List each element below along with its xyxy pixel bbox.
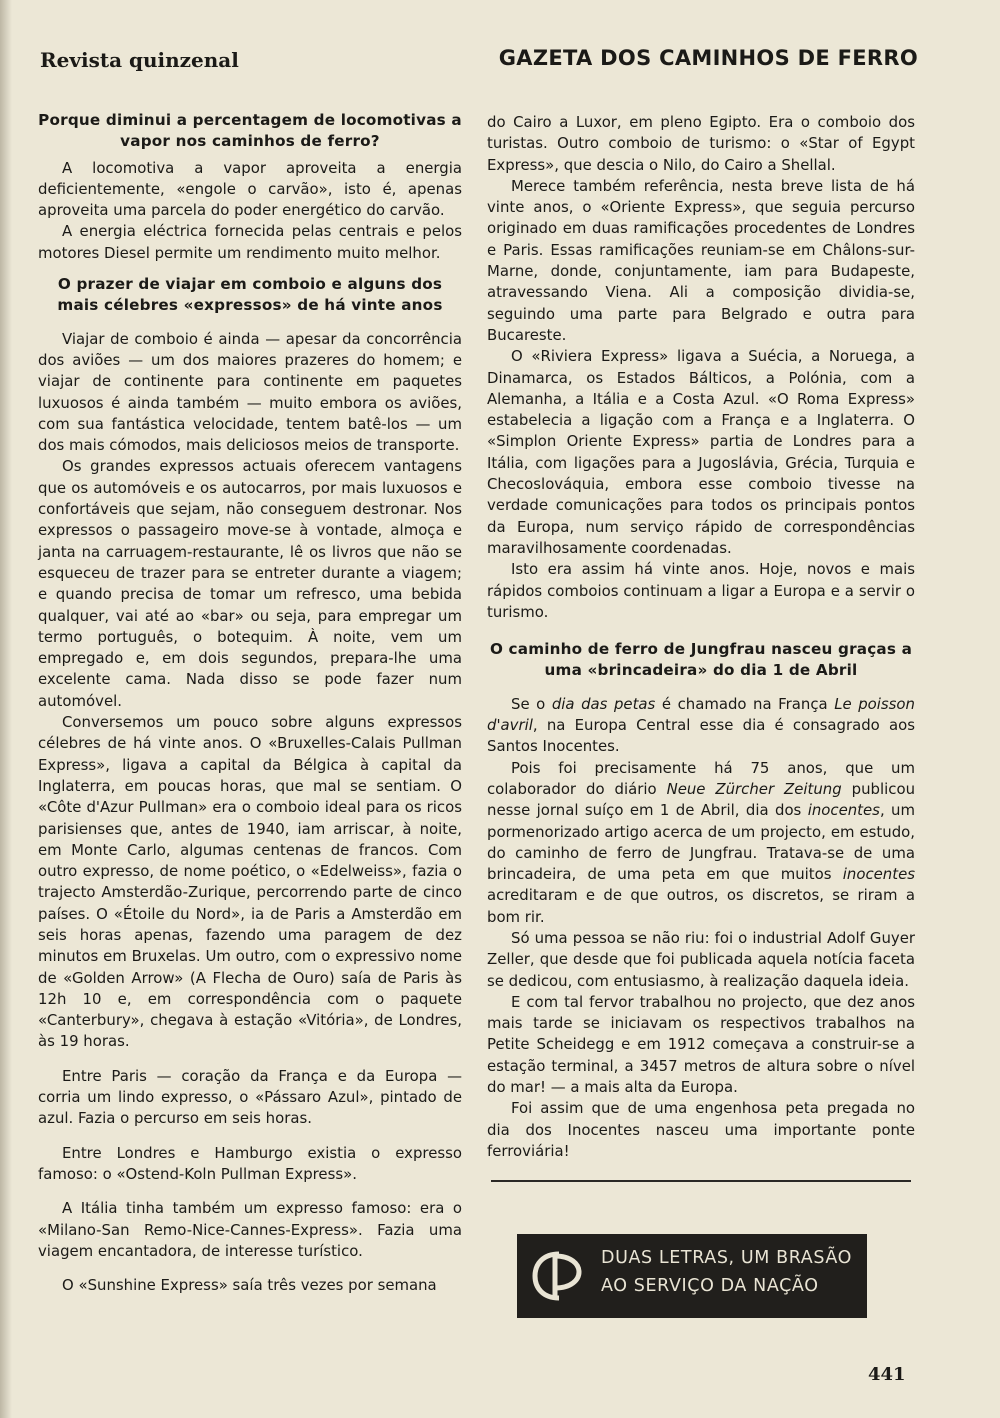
paragraph: Foi assim que de uma engenhosa peta pregada no dia dos Inocentes nasceu uma importante ponte ferroviária!: [487, 1099, 915, 1160]
paragraph: Conversemos um pouco sobre alguns expressos célebres de há vinte anos. O «Bruxelles-Calais Pullman Express», ligava a capital da Bélgica à capital da Inglaterra, em poucas horas, que mal se sentiam. O «Côte d'Azur Pullman» era o comboio ideal para os ricos parisienses que, antes de 1940, iam arriscar, à noite, em Monte Carlo, algumas centenas de francos. Com outro expresso, de nome poético, o «Edelweiss», fazia o trajecto Amsterdão-Zurique, percorrendo parte de cinco países. O «Étoile du Nord», ia de Paris a Amsterdão em seis horas apenas, fazendo uma paragem de dez minutos em Bruxelas. Um outro, com o expressivo nome de «Golden Arrow» (A Flecha de Ouro) saía de Paris às 12h 10 e, em correspondência com o paquete «Canterbury», chegava à estação «Vitória», de Londres, às 19 horas.: [38, 713, 462, 1051]
paragraph: Entre Londres e Hamburgo existia o expresso famoso: o «Ostend-Koln Pullman Express».: [38, 1143, 462, 1183]
article-heading-jungfrau: O caminho de ferro de Jungfrau nasceu graças a uma «brincadeira» do dia 1 de Abril: [489, 640, 913, 680]
paragraph: do Cairo a Luxor, em pleno Egipto. Era o comboio dos turistas. Outro comboio de turismo: o «Star of Egypt Express», que descia o Nilo, do Cairo a Shellal.: [487, 113, 915, 174]
header-publication-frequency: Revista quinzenal: [40, 48, 239, 72]
page-header: [40, 44, 918, 78]
cp-logo-icon: [529, 1246, 585, 1306]
text-run: , na Europa Central esse dia é consagrado aos Santos Inocentes.: [487, 716, 915, 756]
paragraph: Os grandes expressos actuais oferecem vantagens que os automóveis e os autocarros, por mais luxuosos e confortáveis que sejam, não conseguem destronar. Nos expressos o passageiro move-se à vontade, almoça e janta na carruagem-restaurante, lê os livros que não se esqueceu de trazer para se entreter durante a viagem; e quando precisa de tomar um refresco, uma bebida qualquer, vai até ao «bar» ou seja, para empregar um termo português, o botequim. À noite, vem um empregado e, em dois segundos, prepara-lhe uma excelente cama. Nada disso se pode fazer num automóvel.: [38, 457, 462, 710]
italic-term: inocentes: [842, 865, 915, 884]
paragraph: Isto era assim há vinte anos. Hoje, novos e mais rápidos comboios continuam a ligar a Europa e a servir o turismo.: [487, 560, 915, 621]
text-run: é chamado na França: [655, 694, 835, 713]
italic-term: Neue Zürcher Zeitung: [666, 779, 842, 798]
page-binding-shadow: [0, 0, 12, 1418]
italic-term: inocentes: [807, 801, 880, 820]
section-divider: [491, 1180, 911, 1182]
paragraph: O «Riviera Express» ligava a Suécia, a Noruega, a Dinamarca, os Estados Bálticos, a Polónia, com a Alemanha, a Itália e a Costa Azul. «O Roma Express» estabelecia a ligação com a França e a Inglaterra. O «Simplon Oriente Express» partia de Londres para a Itália, com ligações para a Jugoslávia, Grécia, Turquia e Checoslováquia, embora esse comboio tivesse na verdade comunicações para todos os principais pontos da Europa, num serviço rápido de correspondências maravilhosamente coordenadas.: [487, 347, 915, 557]
paragraph: Merece também referência, nesta breve lista de há vinte anos, o «Oriente Express», que seguia percurso originado em duas ramificações procedentes de Londres e Paris. Essas ramificações reuniam-se em Châlons-sur-Marne, donde, conjuntamente, iam para Budapeste, atravessando Viena. Ali a composição dividia-se, seguindo uma parte para Belgrado e outra para Bucareste.: [487, 176, 915, 344]
article-heading-locomotives: Porque diminui a percentagem de locomotivas a vapor nos caminhos de ferro?: [38, 111, 462, 151]
text-run: acreditaram e de que outros, os discretos, se riram a bom rir.: [487, 886, 915, 926]
right-column: [487, 112, 915, 1182]
paragraph: A Itália tinha também um expresso famoso: era o «Milano-San Remo-Nice-Cannes-Express». Fazia uma viagem encantadora, de interesse turístico.: [38, 1199, 462, 1260]
header-publication-title: GAZETA DOS CAMINHOS DE FERRO: [498, 46, 918, 70]
paragraph: [487, 694, 915, 758]
page-number: 441: [868, 1364, 906, 1385]
paragraph: Viajar de comboio é ainda — apesar da concorrência dos aviões — um dos maiores prazeres do homem; e viajar de continente para continente em paquetes luxuosos é ainda também — muito embora os aviões, com sua fantástica velocidade, tentem batê-los — um dos mais cómodos, mais deliciosos meios de transporte.: [38, 329, 462, 455]
italic-term: dia das petas: [551, 694, 656, 713]
text-run: , um pormenorizado artigo acerca de um projecto, em estudo, do caminho de ferro de Jungfrau. Tratava-se de uma brincadeira, de uma peta em que muitos: [487, 801, 915, 884]
paragraph: A energia eléctrica fornecida pelas centrais e pelos motores Diesel permite um rendimento muito melhor.: [38, 222, 462, 262]
italic-term: Le poisson d'avril: [487, 694, 915, 735]
text-run: Pois foi precisamente há 75 anos, que um colaborador do diário: [487, 758, 915, 798]
paragraph: Entre Paris — coração da França e da Europa — corria um lindo expresso, o «Pássaro Azul», pintado de azul. Fazia o percurso em seis horas.: [38, 1066, 462, 1128]
advertisement-slogan-line-1: DUAS LETRAS, UM BRASÃO: [601, 1248, 853, 1268]
advertisement-slogan-line-2: AO SERVIÇO DA NAÇÃO: [601, 1276, 819, 1296]
paragraph: Só uma pessoa se não riu: foi o industrial Adolf Guyer Zeller, que desde que foi publicada aquela notícia faceta se dedicou, com entusiasmo, à realização daquela ideia.: [487, 928, 915, 990]
article-heading-expresses: O prazer de viajar em comboio e alguns dos mais célebres «expressos» de há vinte anos: [57, 275, 443, 315]
paragraph: A locomotiva a vapor aproveita a energia deficientemente, «engole o carvão», isto é, apenas aproveita uma parcela do poder energético do carvão.: [38, 158, 462, 220]
left-column: [38, 110, 462, 1296]
paragraph: O «Sunshine Express» saía três vezes por semana: [62, 1276, 437, 1295]
paragraph: E com tal fervor trabalhou no projecto, que dez anos mais tarde se iniciavam os respectivos trabalhos na Petite Scheidegg e em 1912 começava a construir-se a estação terminal, a 3457 metros de altura sobre o nível do mar! — a mais alta da Europa.: [487, 992, 915, 1097]
text-run: publicou nesse jornal suíço em 1 de Abril, dia dos: [487, 779, 916, 820]
text-run: Se o: [511, 694, 552, 713]
paragraph: [487, 758, 915, 928]
advertisement-banner: [517, 1234, 867, 1318]
